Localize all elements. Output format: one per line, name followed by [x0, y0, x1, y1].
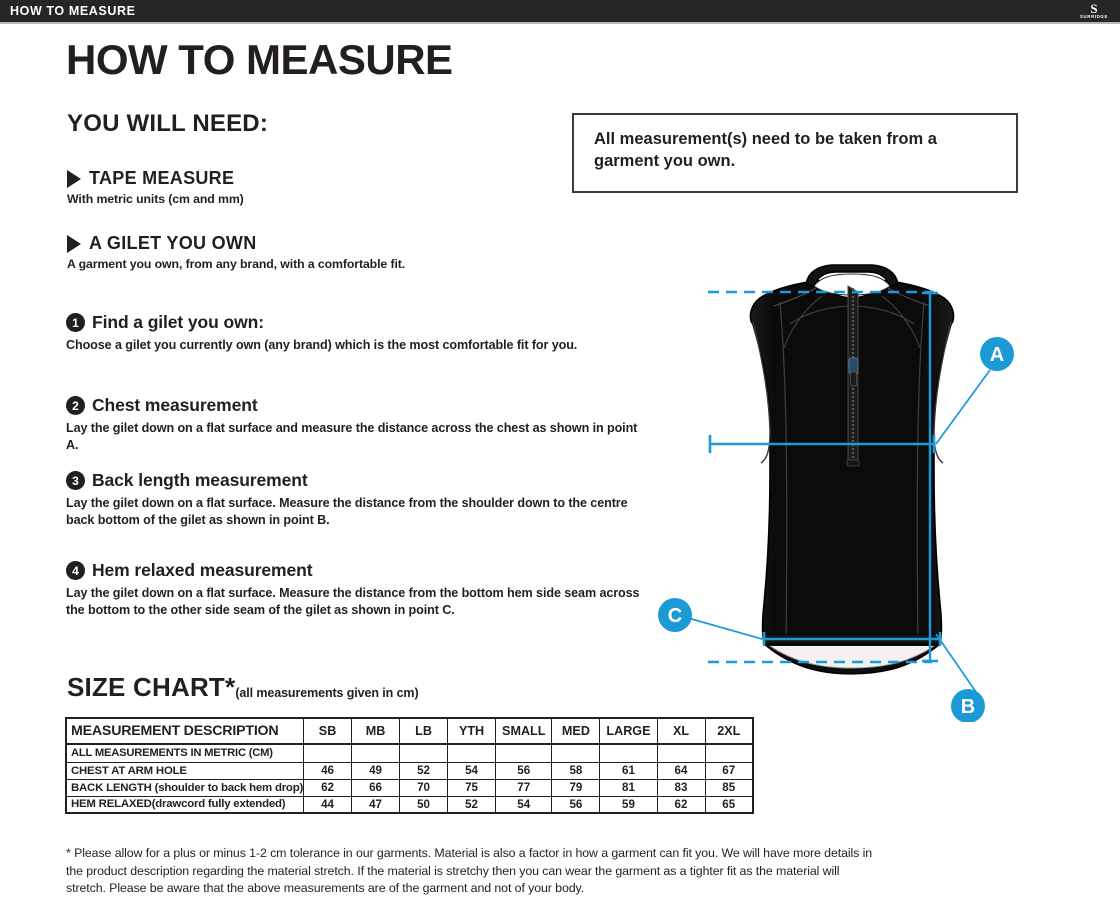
step-number-badge: 1: [66, 313, 85, 332]
you-will-need-heading: YOU WILL NEED:: [67, 110, 269, 137]
need-item-tape-measure: [67, 168, 244, 206]
cell-value: 81: [600, 779, 657, 796]
cell-value: 66: [352, 779, 400, 796]
gilet-illustration: [640, 262, 1060, 722]
svg-text:A: A: [989, 344, 1005, 366]
step-title: Find a gilet you own:: [92, 312, 264, 332]
step-2: [66, 395, 646, 453]
need-item-title: A GILET YOU OWN: [89, 233, 257, 253]
col-header-description: MEASUREMENT DESCRIPTION: [66, 718, 304, 744]
top-bar-underline: [0, 22, 1120, 24]
cell-value: 75: [448, 779, 496, 796]
size-chart-title: SIZE CHART*: [67, 672, 236, 702]
table-row: [66, 762, 753, 779]
col-header-mb: MB: [352, 718, 400, 744]
triangle-bullet-icon: [67, 235, 81, 253]
triangle-bullet-icon: [67, 170, 81, 188]
step-body: Lay the gilet down on a flat surface. Measure the distance from the shoulder down to the centre back bottom of the gilet as shown in point B.: [66, 496, 628, 527]
cell-empty: [304, 744, 352, 762]
cell-value: 67: [705, 762, 753, 779]
cell-empty: [496, 744, 552, 762]
step-title: Back length measurement: [92, 470, 308, 490]
step-1: [66, 312, 646, 354]
cell-value: 62: [657, 796, 705, 813]
size-chart-note: (all measurements given in cm): [235, 686, 419, 700]
cell-empty: [552, 744, 600, 762]
need-item-sub: With metric units (cm and mm): [67, 192, 244, 206]
step-body: Lay the gilet down on a flat surface and measure the distance across the chest as shown in point A.: [66, 421, 638, 452]
need-item-sub: A garment you own, from any brand, with a comfortable fit.: [67, 257, 406, 271]
cell-value: 47: [352, 796, 400, 813]
table-row: [66, 796, 753, 813]
step-title: Chest measurement: [92, 395, 258, 415]
table-row: [66, 779, 753, 796]
step-3: [66, 470, 646, 528]
row-label: CHEST AT ARM HOLE: [66, 762, 304, 779]
col-header-yth: YTH: [448, 718, 496, 744]
cell-value: 50: [400, 796, 448, 813]
cell-value: 58: [552, 762, 600, 779]
cell-value: 52: [400, 762, 448, 779]
surridge-logo: [1074, 1, 1114, 22]
need-item-gilet: [67, 233, 405, 271]
cell-value: 44: [304, 796, 352, 813]
table-row-metric-note: [66, 744, 753, 762]
size-chart-table: [65, 717, 754, 814]
col-header-sb: SB: [304, 718, 352, 744]
cell-value: 54: [496, 796, 552, 813]
col-header-lb: LB: [400, 718, 448, 744]
callout-box: [572, 113, 1018, 193]
cell-value: 61: [600, 762, 657, 779]
cell-empty: [400, 744, 448, 762]
cell-empty: [448, 744, 496, 762]
cell-value: 79: [552, 779, 600, 796]
row-label: BACK LENGTH (shoulder to back hem drop): [66, 779, 304, 796]
step-title: Hem relaxed measurement: [92, 560, 313, 580]
svg-text:B: B: [960, 696, 976, 718]
marker-a: [980, 337, 1014, 371]
cell-empty: [705, 744, 753, 762]
cell-value: 46: [304, 762, 352, 779]
cell-value: 65: [705, 796, 753, 813]
svg-text:C: C: [667, 605, 683, 627]
cell-value: 59: [600, 796, 657, 813]
top-bar: [0, 0, 1120, 22]
cell-value: 83: [657, 779, 705, 796]
size-chart-heading: [67, 672, 419, 703]
step-body: Lay the gilet down on a flat surface. Measure the distance from the bottom hem side seam across the bottom to the other side seam of the gilet as shown in point C.: [66, 586, 640, 617]
cell-empty: [600, 744, 657, 762]
cell-value: 56: [496, 762, 552, 779]
col-header-large: LARGE: [600, 718, 657, 744]
col-header-2xl: 2XL: [705, 718, 753, 744]
col-header-xl: XL: [657, 718, 705, 744]
surridge-monogram: S: [1090, 1, 1098, 16]
cell-value: 70: [400, 779, 448, 796]
cell-value: 52: [448, 796, 496, 813]
step-number-badge: 4: [66, 561, 85, 580]
step-number-badge: 3: [66, 471, 85, 490]
col-header-small: SMALL: [496, 718, 552, 744]
top-bar-title: HOW TO MEASURE: [10, 4, 136, 18]
need-item-title: TAPE MEASURE: [89, 168, 235, 188]
cell-empty: [657, 744, 705, 762]
cell-value: 56: [552, 796, 600, 813]
col-header-med: MED: [552, 718, 600, 744]
step-body: Choose a gilet you currently own (any brand) which is the most comfortable fit for you.: [66, 338, 578, 352]
step-number-badge: 2: [66, 396, 85, 415]
cell-value: 62: [304, 779, 352, 796]
cell-value: 49: [352, 762, 400, 779]
cell-value: 64: [657, 762, 705, 779]
callout-text: All measurement(s) need to be taken from a garment you own.: [594, 130, 937, 171]
cell-value: 54: [448, 762, 496, 779]
surridge-wordmark: SURRIDGE: [1080, 14, 1108, 19]
cell-empty: [352, 744, 400, 762]
page-title: HOW TO MEASURE: [66, 36, 453, 83]
step-4: [66, 560, 646, 618]
metric-note-label: ALL MEASUREMENTS IN METRIC (CM): [66, 744, 304, 762]
cell-value: 85: [705, 779, 753, 796]
footnote: * Please allow for a plus or minus 1-2 cm tolerance in our garments. Material is also a factor in how a garment can fit you. We will have more details in the product description regarding the material stretch. If the material is stretchy then you can wear the garment as a tighter fit as the material will stretch. Please be aware that the above measurements are of the garment and not of your body.: [66, 846, 873, 896]
marker-b: [951, 689, 985, 722]
marker-c: [658, 598, 692, 632]
row-label: HEM RELAXED(drawcord fully extended): [66, 796, 304, 813]
cell-value: 77: [496, 779, 552, 796]
